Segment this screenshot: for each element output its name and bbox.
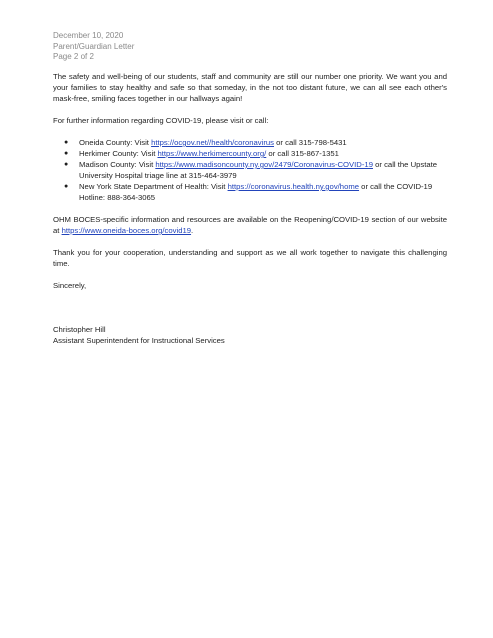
contact-suffix: or call the Upstate University Hospital triage line at 315-464-3979	[79, 160, 438, 180]
contact-suffix: or call the COVID-19 Hotline: 888-364-3065	[79, 182, 433, 202]
bullet-icon: ●	[64, 161, 69, 168]
list-item	[53, 148, 447, 159]
list-item	[53, 181, 447, 203]
closing-salutation: Sincerely,	[53, 281, 87, 290]
contact-link[interactable]: https://www.madisoncounty.ny.gov/2479/Coronavirus-COVID-19	[155, 160, 373, 169]
letter-title: Parent/Guardian Letter	[53, 41, 135, 51]
bullet-icon: ●	[64, 139, 69, 146]
list-item	[53, 159, 447, 181]
intro-paragraph: The safety and well-being of our students, staff and community are still our number one priority. We want you and your families to stay healthy and safe so that someday, in the not too distant future, we can all see each other's mask-free, smiling faces together in our hallways again!	[53, 72, 447, 103]
resources-end: .	[191, 226, 194, 235]
list-item	[53, 137, 447, 148]
signature-space	[53, 302, 447, 324]
resources-paragraph	[53, 214, 447, 236]
letter-body	[53, 71, 447, 346]
contact-prefix: Oneida County: Visit	[79, 138, 152, 147]
contact-link[interactable]: https://coronavirus.health.ny.gov/home	[227, 182, 360, 191]
contact-suffix: or call 315-867-1351	[266, 149, 339, 158]
bullet-icon: ●	[64, 183, 69, 190]
contact-link[interactable]: https://www.herkimercounty.org/	[157, 149, 267, 158]
letter-date: December 10, 2020	[53, 31, 124, 40]
contact-prefix: Herkimer County: Visit	[79, 149, 158, 158]
contact-prefix: New York State Department of Health: Visit	[79, 182, 228, 191]
page-number: Page 2 of 2	[53, 52, 94, 61]
info-intro: For further information regarding COVID-19, please visit or call:	[53, 116, 269, 125]
page-header	[53, 31, 134, 63]
contact-prefix: Madison County: Visit	[79, 160, 156, 169]
signer-title: Assistant Superintendent for Instructional Services	[53, 336, 225, 345]
signer-name: Christopher Hill	[53, 325, 106, 334]
bullet-icon: ●	[64, 150, 69, 157]
thanks-paragraph: Thank you for your cooperation, understanding and support as we all work together to navigate this challenging time.	[53, 248, 447, 268]
contact-list	[53, 137, 447, 203]
website-link[interactable]: https://www.oneida-boces.org/covid19	[61, 226, 192, 235]
contact-link[interactable]: https://ocgov.net//health/coronavirus	[151, 138, 275, 147]
resources-text: OHM BOCES-specific information and resources are available on the Reopening/COVID-19 section of our website at	[53, 215, 447, 235]
contact-suffix: or call 315-798-5431	[274, 138, 347, 147]
